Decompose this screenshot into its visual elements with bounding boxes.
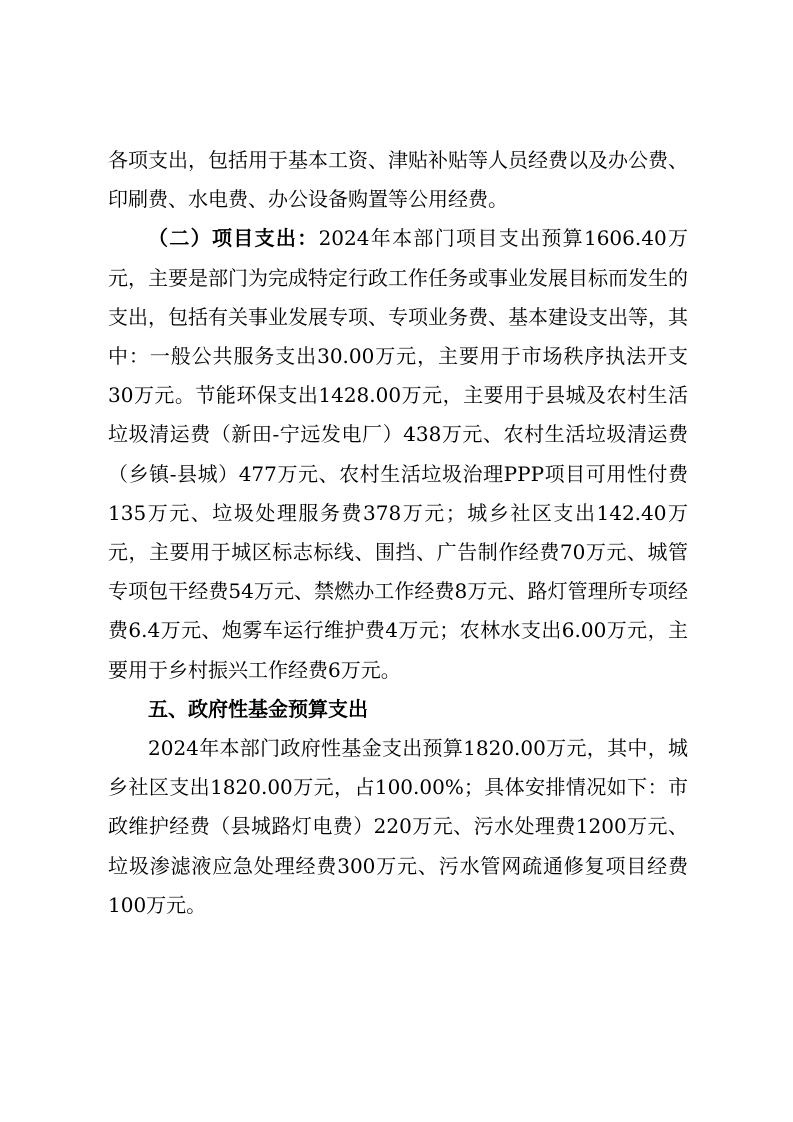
paragraph-project-expenditure: [108, 219, 688, 689]
document-body: [108, 141, 688, 925]
section-label-project-expenditure: （二）项目支出：: [148, 226, 319, 251]
section-heading-government-fund: 五、政府性基金预算支出: [148, 696, 368, 721]
paragraph-personnel-expenses: 各项支出，包括用于基本工资、津贴补贴等人员经费以及办公费、印刷费、水电费、办公设备购置等公用经费。: [108, 148, 688, 212]
paragraph-government-fund: 2024年本部门政府性基金支出预算1820.00万元，其中，城乡社区支出1820.00万元，占100.00%；具体安排情况如下：市政维护经费（县城路灯电费）220万元、污水处理费1200万元、垃圾渗滤液应急处理经费300万元、污水管网疏通修复项目经费100万元。: [108, 736, 688, 917]
project-expenditure-text: 2024年本部门项目支出预算1606.40万元，主要是部门为完成特定行政工作任务或事业发展目标而发生的支出，包括有关事业发展专项、专项业务费、基本建设支出等，其中：一般公共服务支出30.00万元，主要用于市场秩序执法开支30万元。节能环保支出1428.00万元，主要用于县城及农村生活垃圾清运费（新田-宁远发电厂）438万元、农村生活垃圾清运费（乡镇-县城）477万元、农村生活垃圾治理PPP项目可用性付费135万元、垃圾处理服务费378万元；城乡社区支出142.40万元，主要用于城区标志标线、围挡、广告制作经费70万元、城管专项包干经费54万元、禁燃办工作经费8万元、路灯管理所专项经费6.4万元、炮雾车运行维护费4万元；农林水支出6.00万元，主要用于乡村振兴工作经费6万元。: [108, 226, 689, 682]
